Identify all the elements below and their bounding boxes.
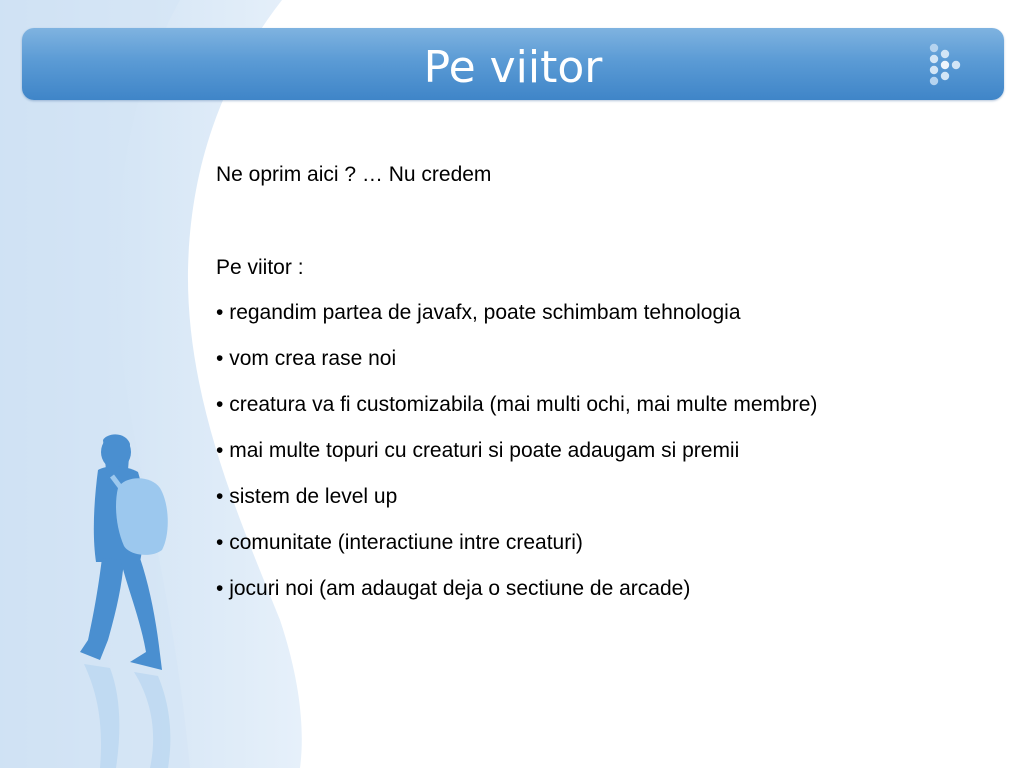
slide-body — [216, 160, 976, 604]
list-item — [216, 344, 976, 374]
list-item — [216, 528, 976, 558]
list-item — [216, 390, 976, 420]
bullet-marker: • — [216, 347, 224, 370]
bullet-marker: • — [216, 301, 224, 324]
list-item — [216, 436, 976, 466]
list-item-text: regandim partea de javafx, poate schimbam tehnologia — [229, 301, 741, 324]
list-item — [216, 482, 976, 512]
list-item — [216, 298, 976, 328]
bullet-marker: • — [216, 393, 224, 416]
bullet-list — [216, 298, 976, 604]
list-item — [216, 574, 976, 604]
subheading-text: Pe viitor : — [216, 256, 304, 279]
intro-text: Ne oprim aici ? … Nu credem — [216, 163, 492, 186]
list-item-text: vom crea rase noi — [229, 347, 397, 370]
bullet-marker: • — [216, 531, 224, 554]
list-item-text: mai multe topuri cu creaturi si poate adaugam si premii — [229, 439, 740, 462]
list-item-text: comunitate (interactiune intre creaturi) — [229, 531, 583, 554]
slide-title: Pe viitor — [423, 42, 603, 93]
title-bar — [22, 28, 1004, 100]
bullet-marker: • — [216, 439, 224, 462]
list-item-text: jocuri noi (am adaugat deja o sectiune de arcade) — [229, 577, 691, 600]
bullet-marker: • — [216, 485, 224, 508]
dots-cluster-icon — [924, 42, 968, 86]
list-item-text: sistem de level up — [229, 485, 398, 508]
list-item-text: creatura va fi customizabila (mai multi ochi, mai multe membre) — [229, 393, 818, 416]
bullet-marker: • — [216, 577, 224, 600]
